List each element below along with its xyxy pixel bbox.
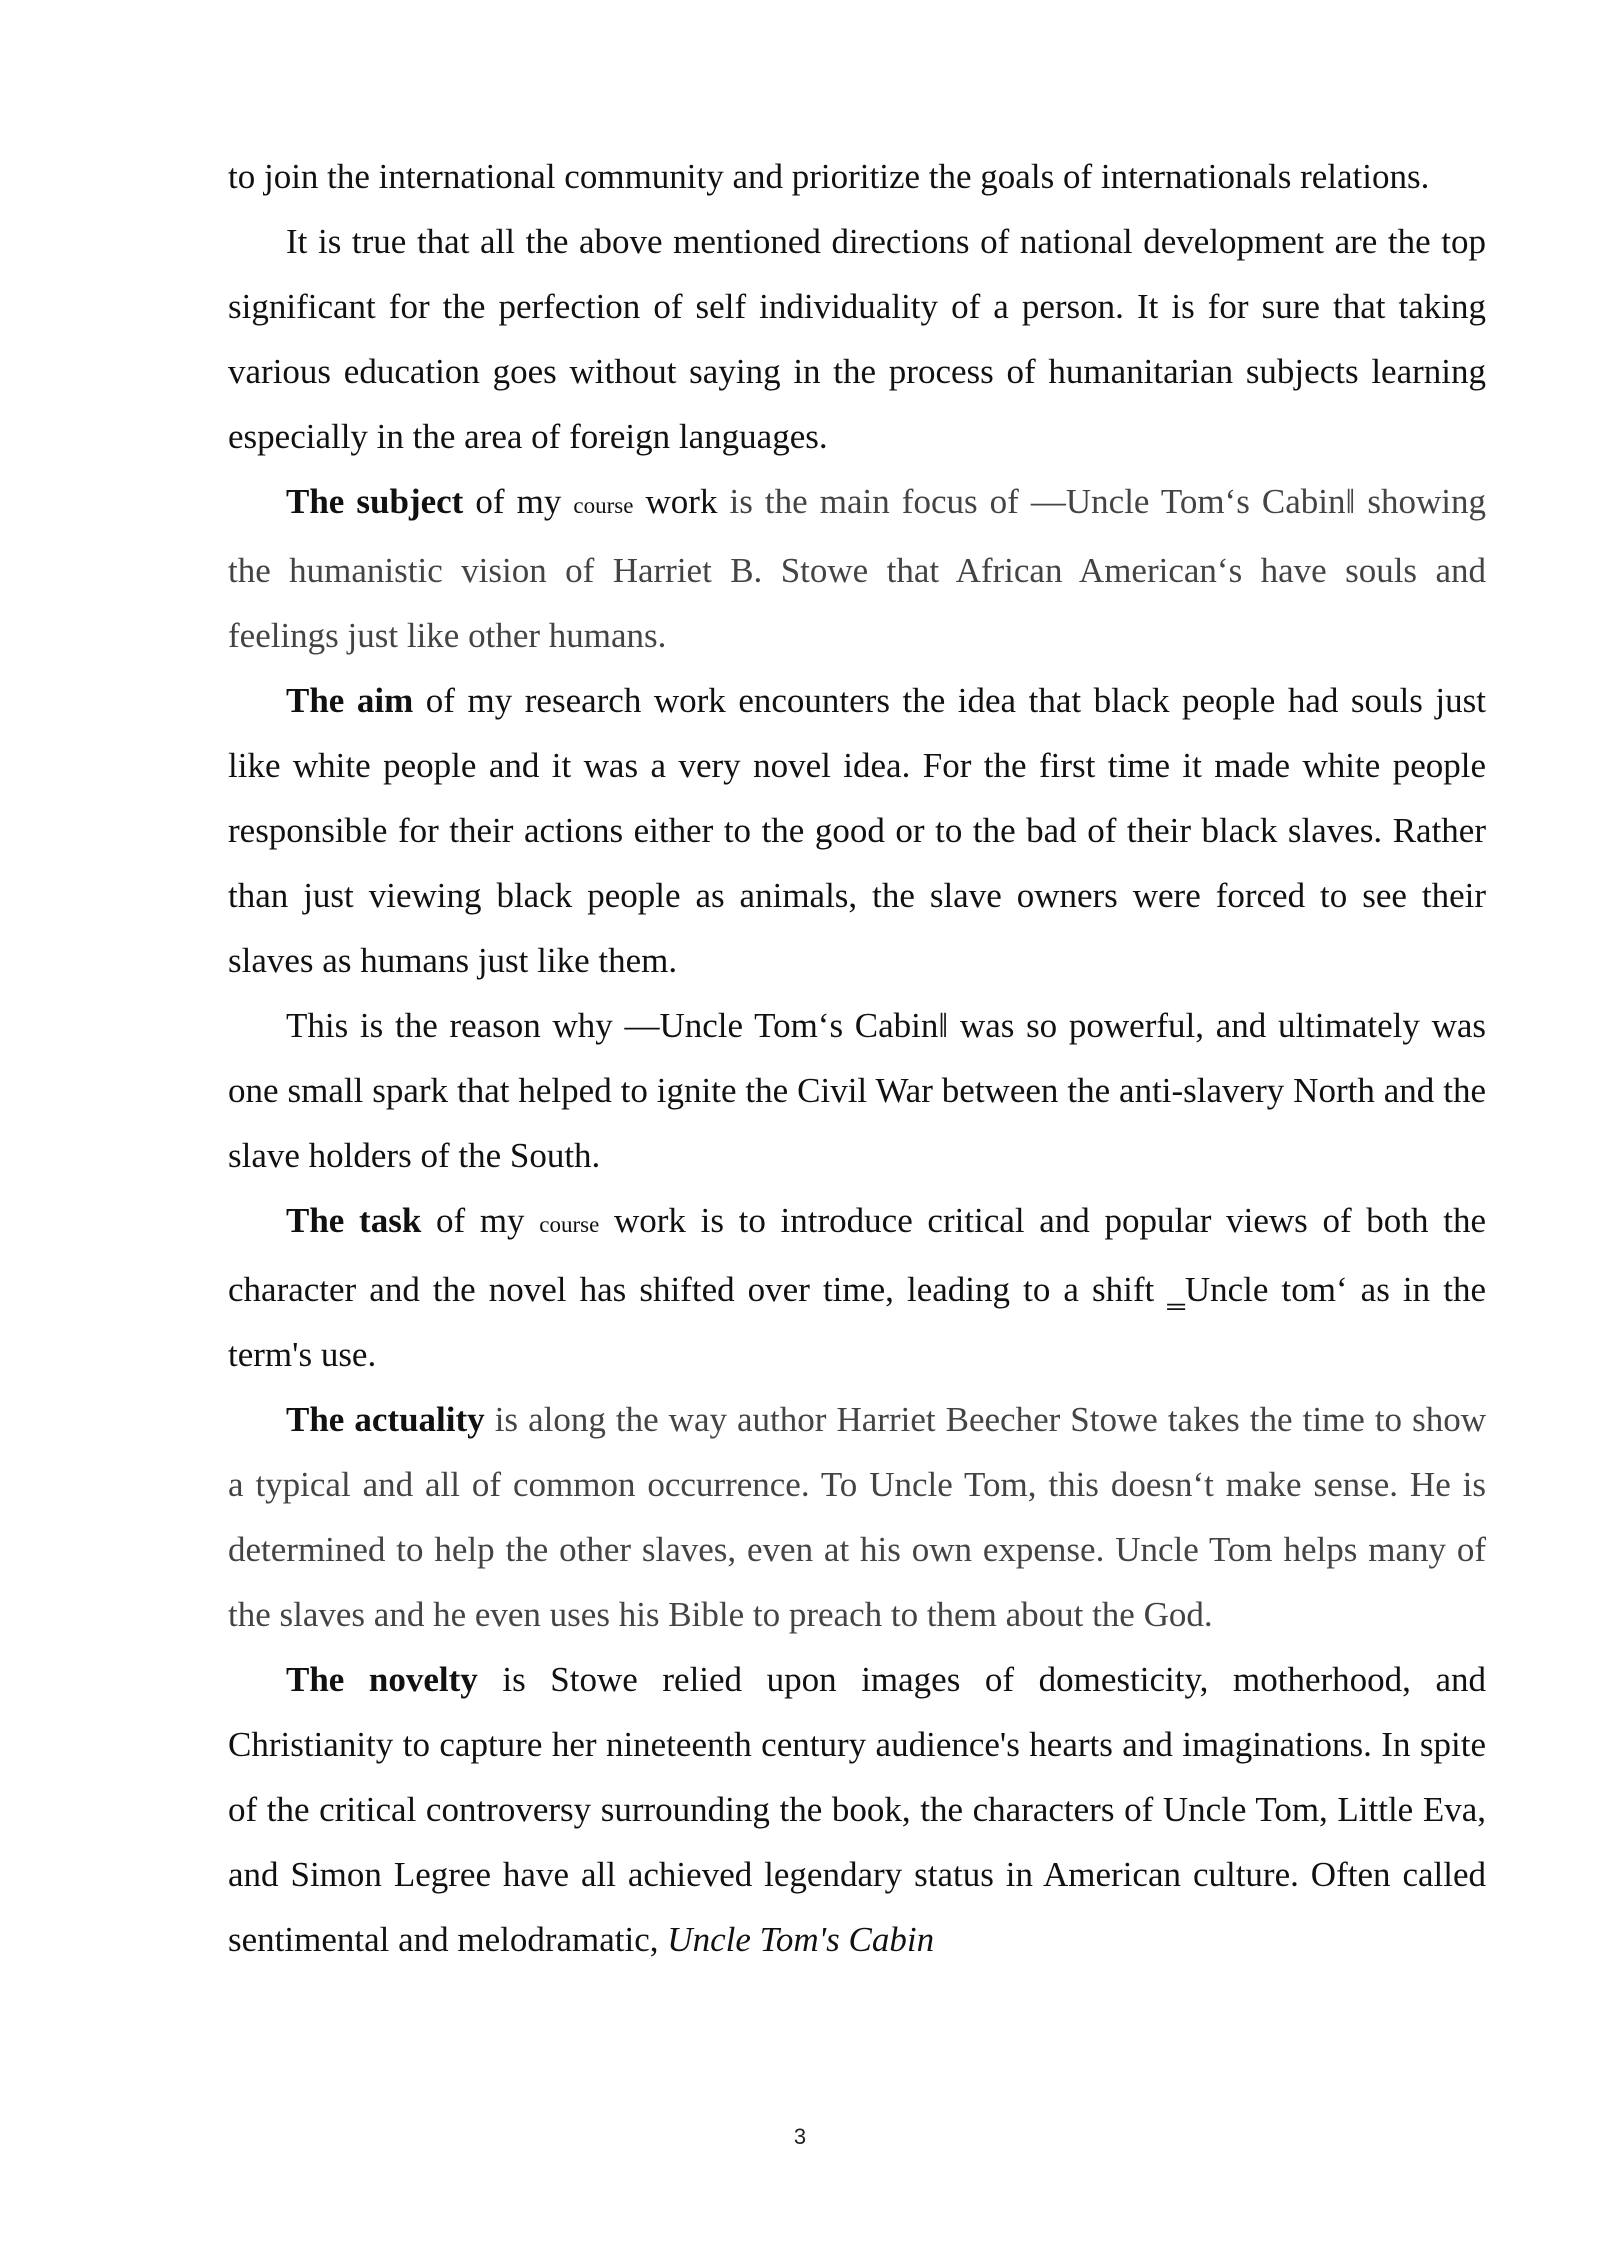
page-body <box>228 144 1486 1972</box>
novelty-heading: The novelty <box>286 1660 478 1699</box>
paragraph-text: of my <box>421 1201 540 1240</box>
small-word-course: course <box>539 1212 600 1237</box>
page-number: 3 <box>793 2124 807 2149</box>
paragraph-task <box>228 1188 1486 1387</box>
paragraph-text-grey: is the main focus of —Uncle Tom‘s Cabin‖ showing the humanistic vision of Harriet B. Stowe that African American‘s have souls and feelings just like other humans. <box>228 482 1486 655</box>
paragraph-text: This is the reason why —Uncle Tom‘s Cabin‖ was so powerful, and ultimately was one small spark that helped to ignite the Civil War between the anti-slavery North and the slave holders of the South. <box>228 1006 1486 1175</box>
paragraph-actuality <box>228 1387 1486 1647</box>
paragraph-text: to join the international community and prioritize the goals of internationals relations. <box>228 157 1430 196</box>
paragraph-reason <box>228 993 1486 1188</box>
paragraph-text: It is true that all the above mentioned directions of national development are the top significant for the perfection of self individuality of a person. It is for sure that taking various education goes without saying in the process of humanitarian subjects learning especially in the area of foreign languages. <box>228 222 1486 456</box>
paragraph-national-development <box>228 209 1486 469</box>
paragraph-intro-continuation <box>228 144 1486 209</box>
subject-heading: The subject <box>286 482 464 521</box>
paragraph-text: of my <box>463 482 574 521</box>
task-heading: The task <box>286 1201 422 1240</box>
paragraph-novelty <box>228 1647 1486 1972</box>
paragraph-text: of my research work encounters the idea that black people had souls just like white people and it was a very novel idea. For the first time it made white people responsible for their actions either to the good or to the bad of their black slaves. Rather than just viewing black people as animals, the slave owners were forced to see their slaves as humans just like them. <box>228 681 1486 980</box>
paragraph-text-grey: is along the way author Harriet Beecher Stowe takes the time to show a typical and all of common occurrence. To Uncle Tom, this doesn‘t make sense. He is determined to help the other slaves, even at his own expense. Uncle Tom helps many of the slaves and he even uses his Bible to preach to them about the God. <box>228 1400 1486 1634</box>
small-word-course: course <box>573 493 634 518</box>
paragraph-text: is Stowe relied upon images of domesticity, motherhood, and Christianity to capture her nineteenth century audience's hearts and imaginations. In spite of the critical controversy surrounding the book, the characters of Uncle Tom, Little Eva, and Simon Legree have all achieved legendary status in American culture. Often called sentimental and melodramatic, <box>228 1660 1486 1959</box>
paragraph-subject <box>228 469 1486 668</box>
paragraph-text: work is to introduce critical and popular views of both the character and the novel has shifted over time, leading to a shift ‗Uncle tom‘ as in the term's use. <box>228 1201 1486 1374</box>
book-title-italic: Uncle Tom's Cabin <box>667 1920 935 1959</box>
actuality-heading: The actuality <box>286 1400 485 1439</box>
paragraph-aim <box>228 668 1486 993</box>
paragraph-text: work <box>633 482 718 521</box>
aim-heading: The aim <box>286 681 414 720</box>
